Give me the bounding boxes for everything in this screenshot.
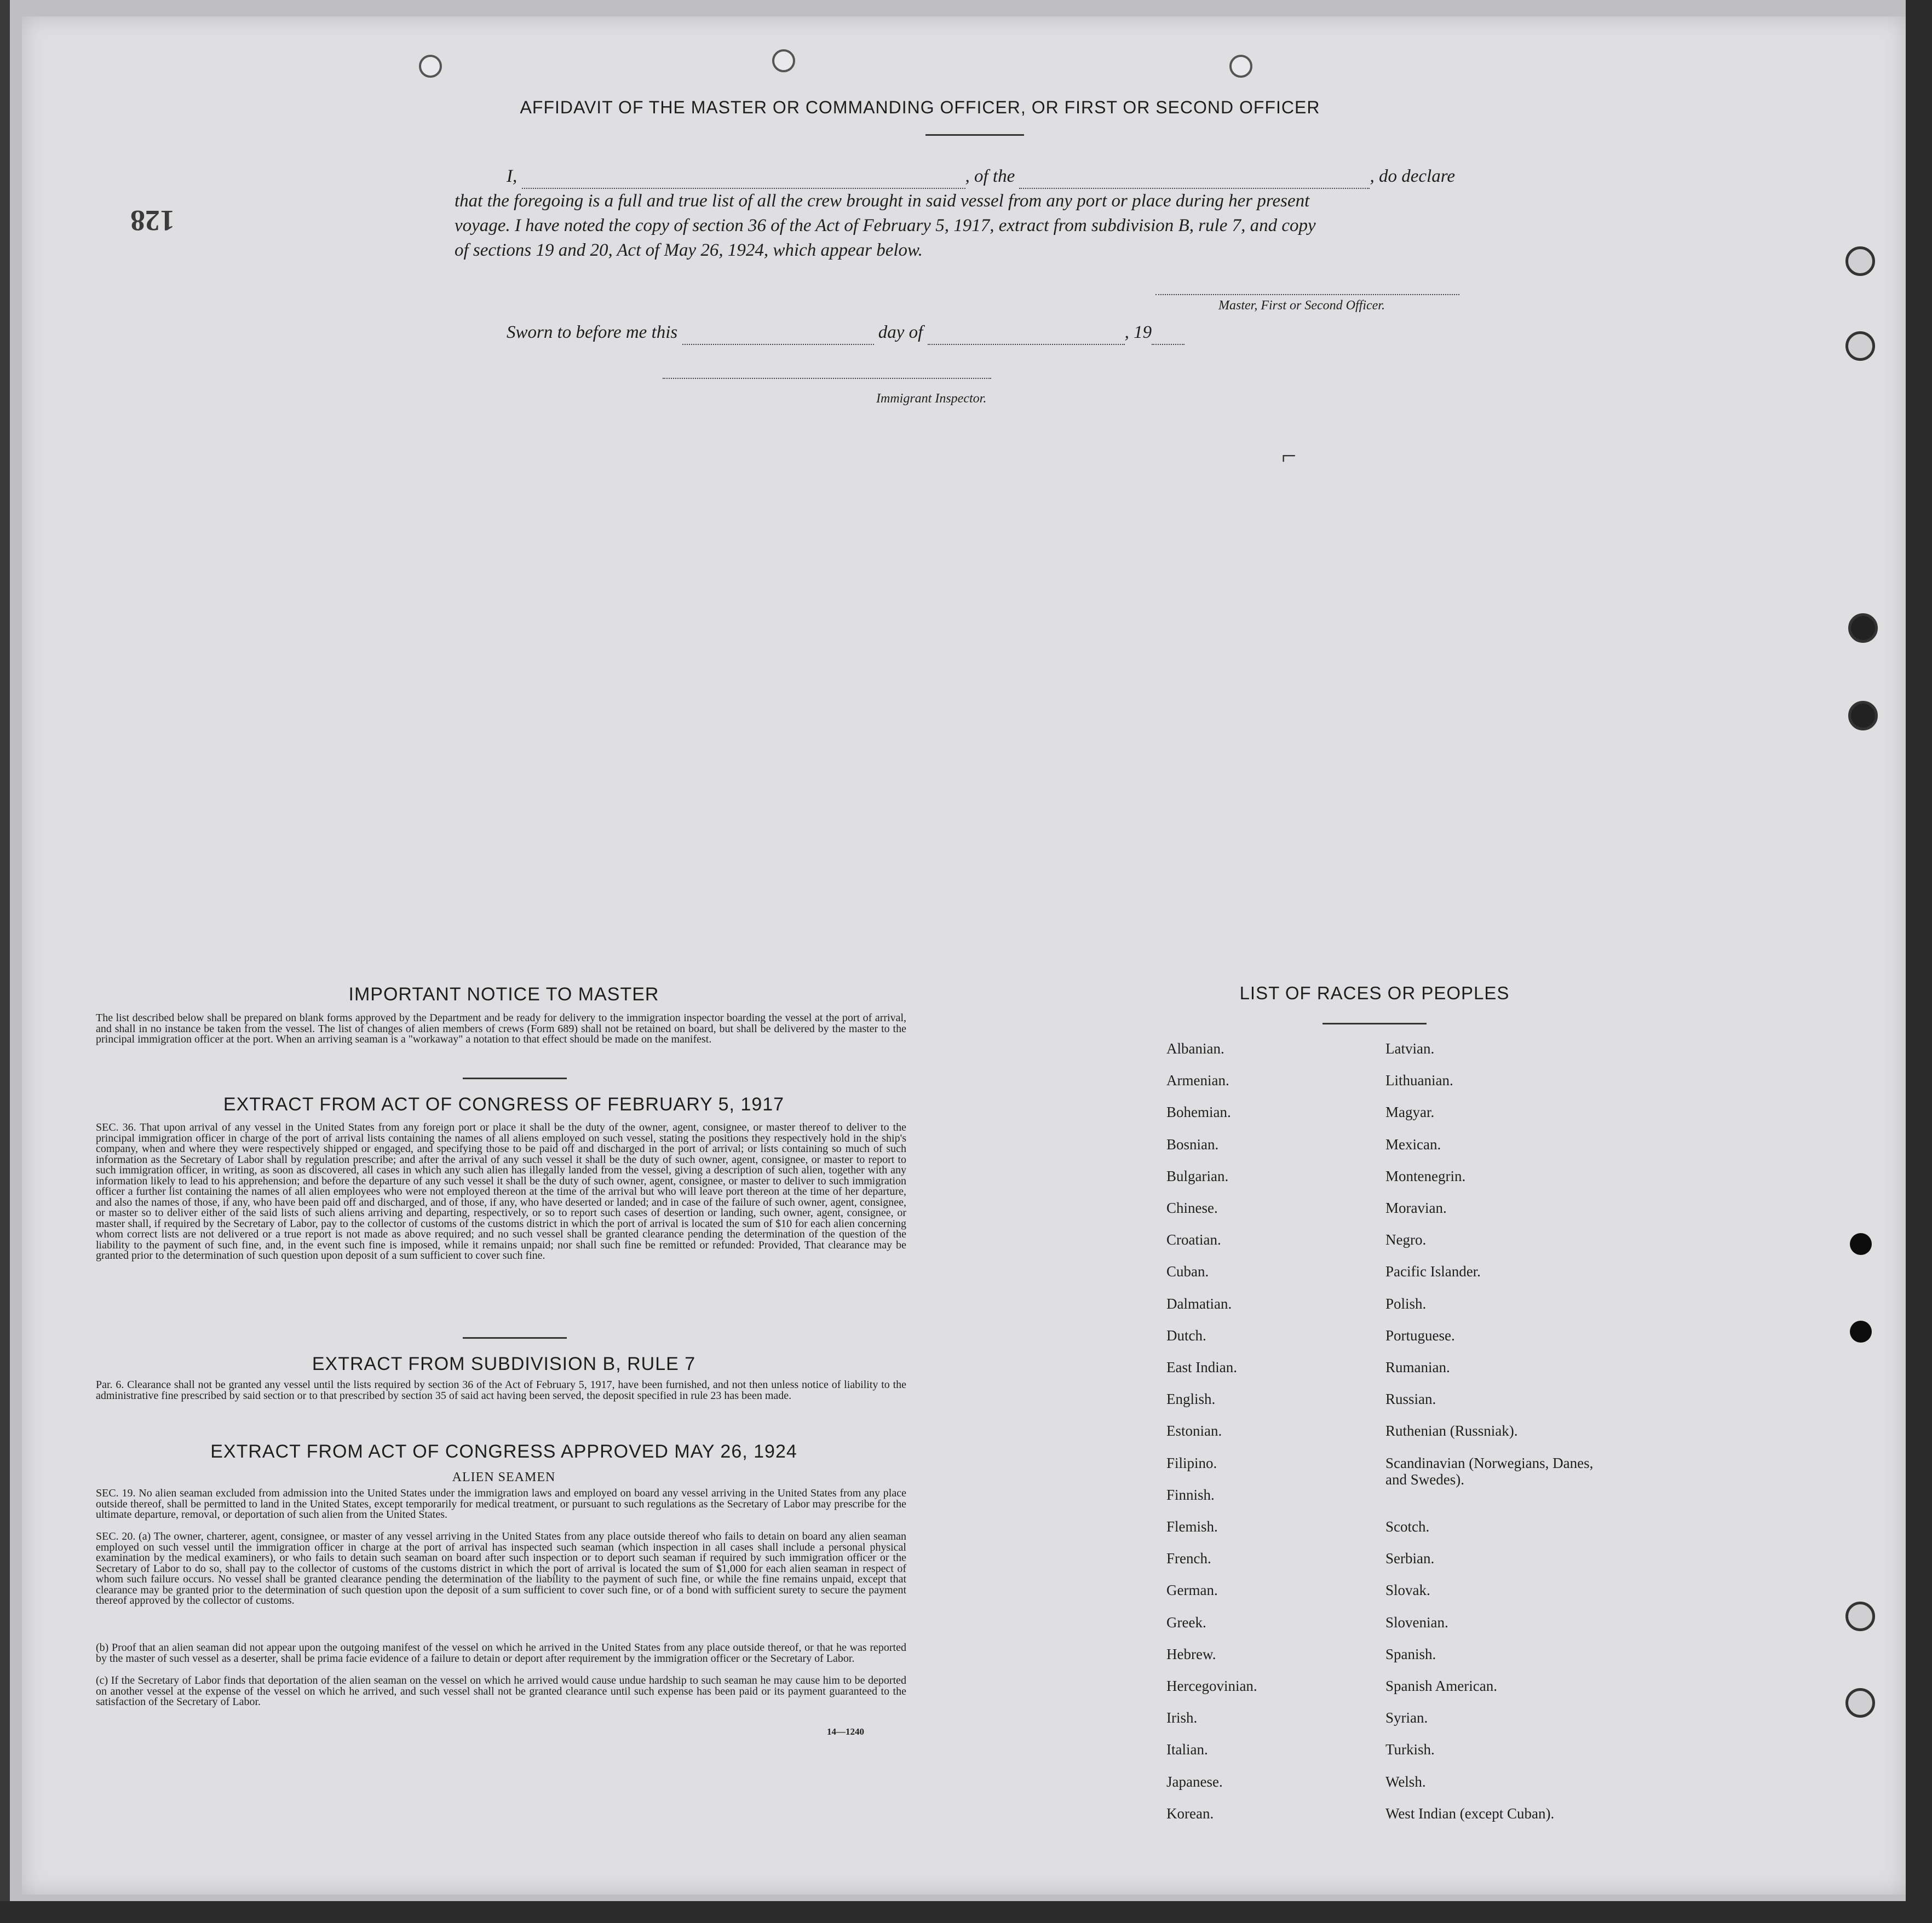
- race-item: Irish.: [1166, 1709, 1198, 1726]
- race-item: Welsh.: [1385, 1774, 1426, 1790]
- scan-left-edge: [0, 0, 10, 1923]
- sec20c-body: (c) If the Secretary of Labor finds that deportation of the alien seaman on the vessel on which he arrived would cause undue hardship to such seaman he may cause him to be deported on another vessel at the expense of the vessel on which he arrived, and such vessel shall not be granted clearance until such expense has been paid or its payment guaranteed to the satisfaction of the Secretary of Labor.: [96, 1674, 906, 1708]
- document-sheet: [22, 16, 1906, 1895]
- race-item: Dalmatian.: [1166, 1296, 1232, 1312]
- race-item: Chinese.: [1166, 1200, 1218, 1216]
- race-item: German.: [1166, 1582, 1218, 1598]
- declaration-i: I,: [507, 166, 518, 186]
- notice-body: The list described below shall be prepared on blank forms approved by the Department and be ready for delivery to the immigration inspector boarding the vessel at the port of arrival, and shall in no instance be taken from the vessel. The list of changes of alien members of crews (Form 689) shall not be retained on board, but shall be delivered by the master to the principal immigration officer at the port. When an arriving seaman is a "workaway" a notation to that effect should be made on the manifest.: [96, 1012, 906, 1045]
- race-item: Hercegovinian.: [1166, 1678, 1257, 1694]
- sworn-day-of: day of: [878, 323, 923, 342]
- race-item: English.: [1166, 1391, 1216, 1407]
- binder-hole-filled: [1850, 1321, 1872, 1343]
- declaration-line-3: voyage. I have noted the copy of section 36 of the Act of February 5, 1917, extract from subdivision B, rule 7, and copy: [455, 216, 1316, 235]
- races-title: LIST OF RACES OR PEOPLES: [1239, 983, 1510, 1003]
- punch-hole: [419, 55, 442, 78]
- race-item: Slovak.: [1385, 1582, 1430, 1598]
- rule7-body: Par. 6. Clearance shall not be granted any vessel until the lists required by section 36 of the Act of February 5, 1917, have been furnished, and not then unless notice of liability to the administrative fine prescribed by said section or to that prescribed by section 35 of said act having been served, the deposit specified in rule 23 has been made.: [96, 1379, 906, 1402]
- race-item: East Indian.: [1166, 1359, 1237, 1375]
- race-item: Ruthenian (Russniak).: [1385, 1423, 1518, 1439]
- race-item: Spanish American.: [1385, 1678, 1497, 1694]
- vessel-blank[interactable]: [1019, 172, 1370, 189]
- race-item: Bohemian.: [1166, 1104, 1231, 1120]
- section-divider: [463, 1337, 567, 1339]
- punch-hole: [1229, 55, 1252, 78]
- race-item: Cuban.: [1166, 1263, 1209, 1280]
- race-item: Dutch.: [1166, 1327, 1206, 1344]
- binder-hole: [1845, 1688, 1875, 1718]
- extract-1917-title: EXTRACT FROM ACT OF CONGRESS OF FEBRUARY 5, 1917: [223, 1094, 785, 1115]
- pen-mark: ⌐: [1281, 441, 1297, 470]
- race-item: Serbian.: [1385, 1550, 1435, 1567]
- declaration-line-4: of sections 19 and 20, Act of May 26, 1924, which appear below.: [455, 240, 923, 260]
- declaration-line-1: [507, 164, 1498, 189]
- alien-seamen-heading: ALIEN SEAMEN: [452, 1470, 556, 1484]
- master-signature-line[interactable]: [1155, 294, 1459, 295]
- race-item: Hebrew.: [1166, 1646, 1216, 1662]
- form-number: 14—1240: [827, 1726, 864, 1737]
- race-item: French.: [1166, 1550, 1211, 1567]
- race-item: Turkish.: [1385, 1741, 1435, 1758]
- name-blank[interactable]: [522, 172, 965, 189]
- race-item: Syrian.: [1385, 1709, 1428, 1726]
- binder-hole-filled: [1850, 1233, 1872, 1255]
- race-item: Flemish.: [1166, 1518, 1218, 1535]
- race-item: Magyar.: [1385, 1104, 1435, 1120]
- sworn-month-blank[interactable]: [928, 329, 1125, 345]
- sec20b-body: (b) Proof that an alien seaman did not appear upon the outgoing manifest of the vessel on which he arrived in the United States from any place outside thereof, or that he was reported by the master of such vessel as a deserter, shall be prima facie evidence of a failure to detain or deport after requirement by the immigration officer or the Secretary of Labor.: [96, 1642, 906, 1665]
- race-item: Scandinavian (Norwegians, Danes, and Swedes).: [1385, 1455, 1594, 1488]
- sworn-line: [507, 320, 1273, 345]
- sworn-start: Sworn to before me this: [507, 323, 678, 342]
- punch-hole: [772, 49, 795, 72]
- race-item: Latvian.: [1385, 1040, 1435, 1057]
- declaration-do-declare: , do declare: [1370, 166, 1455, 186]
- race-item: Montenegrin.: [1385, 1168, 1466, 1184]
- race-item: Japanese.: [1166, 1774, 1223, 1790]
- race-item: Albanian.: [1166, 1040, 1224, 1057]
- sec19-body: SEC. 19. No alien seaman excluded from admission into the United States under the immigration laws and employed on board any vessel arriving in the United States from any place outside thereof, shall be permitted to land in the United States, except temporarily for medical treatment, or pursuant to such regulations as the Secretary of Labor may prescribe for the ultimate departure, removal, or deportation of such alien from the United States.: [96, 1487, 906, 1521]
- race-item: Scotch.: [1385, 1518, 1430, 1535]
- sworn-year-blank[interactable]: [1152, 329, 1185, 345]
- race-item: Lithuanian.: [1385, 1072, 1453, 1089]
- race-item: Moravian.: [1385, 1200, 1447, 1216]
- declaration-line-2: that the foregoing is a full and true list of all the crew brought in said vessel from any port or place during her present: [455, 191, 1310, 211]
- scan-right-edge: [1906, 0, 1932, 1923]
- race-item: Slovenian.: [1385, 1614, 1448, 1631]
- race-item: Filipino.: [1166, 1455, 1217, 1471]
- notice-title: IMPORTANT NOTICE TO MASTER: [348, 984, 659, 1005]
- race-item: Bosnian.: [1166, 1136, 1219, 1153]
- extract-1924-title: EXTRACT FROM ACT OF CONGRESS APPROVED MAY 26, 1924: [210, 1441, 797, 1462]
- race-item: Bulgarian.: [1166, 1168, 1229, 1184]
- race-item: Mexican.: [1385, 1136, 1441, 1153]
- race-item: Negro.: [1385, 1231, 1427, 1248]
- race-item: Estonian.: [1166, 1423, 1222, 1439]
- race-item: Rumanian.: [1385, 1359, 1450, 1375]
- binder-hole: [1845, 246, 1875, 276]
- races-divider: [1323, 1023, 1427, 1024]
- race-item: Greek.: [1166, 1614, 1206, 1631]
- binder-hole: [1845, 331, 1875, 361]
- sworn-year-prefix: , 19: [1124, 323, 1152, 342]
- race-item: West Indian (except Cuban).: [1385, 1805, 1555, 1822]
- race-item: Italian.: [1166, 1741, 1208, 1758]
- title-divider: [925, 134, 1024, 136]
- sworn-day-blank[interactable]: [682, 329, 874, 345]
- race-item: Finnish.: [1166, 1487, 1215, 1503]
- inspector-signature-line[interactable]: [663, 378, 991, 379]
- section-divider: [463, 1078, 567, 1079]
- race-item: Korean.: [1166, 1805, 1214, 1822]
- declaration-of-the: , of the: [965, 166, 1015, 186]
- inspector-label: Immigrant Inspector.: [876, 391, 987, 406]
- affidavit-title: AFFIDAVIT OF THE MASTER OR COMMANDING OFFICER, OR FIRST OR SECOND OFFICER: [520, 97, 1320, 117]
- sec20a-body: SEC. 20. (a) The owner, charterer, agent, consignee, or master of any vessel arriving in the United States from any place outside thereof who fails to detain on board any alien seaman employed on such vessel until the immigration officer in charge at the port of arrival has inspected such seaman (which inspection in all cases shall include a personal physical examination by the medical examiners), or who fails to detain such seaman on board after such inspection or to deport such seaman if required by such immigration officer or the Secretary of Labor to do so, shall pay to the collector of customs of the customs district in which the port of arrival is located the sum of $1,000 for each alien seaman in respect of whom such failure occurs. No vessel shall be granted clearance pending the determination of the liability to the payment of such fine, or while the fine remains unpaid, except that clearance may be granted prior to the determination of such question upon the deposit of a sum sufficient to cover such fine, or of a bond with sufficient surety to secure the payment thereof approved by the collector of customs.: [96, 1530, 906, 1607]
- binder-hole: [1848, 701, 1878, 730]
- rule7-title: EXTRACT FROM SUBDIVISION B, RULE 7: [312, 1354, 696, 1374]
- race-item: Polish.: [1385, 1296, 1427, 1312]
- race-item: Spanish.: [1385, 1646, 1436, 1662]
- race-item: Croatian.: [1166, 1231, 1221, 1248]
- race-item: Pacific Islander.: [1385, 1263, 1481, 1280]
- race-item: Armenian.: [1166, 1072, 1229, 1089]
- scan-bottom-edge: [0, 1901, 1932, 1923]
- master-label: Master, First or Second Officer.: [1218, 298, 1385, 313]
- stamped-number: 128: [130, 204, 175, 237]
- binder-hole: [1848, 613, 1878, 643]
- extract-1917-body: SEC. 36. That upon arrival of any vessel in the United States from any foreign port or place it shall be the duty of the owner, agent, consignee, or master thereof to deliver to the principal immigration officer in charge of the port of arrival lists containing the names of all aliens employed on such vessel, stating the positions they respectively hold in the ship's company, when and where they were respectively shipped or engaged, and specifying those to be paid off and discharged in the port of arrival; or lists containing so much of such information as the Secretary of Labor shall by regulation prescribe; and after the arrival of any such vessel it shall be the duty of such owner, agent, consignee, or master to report to such immigration officer, in writing, as soon as discovered, all cases in which any such alien has illegally landed from the vessel, giving a description of such alien, together with any information likely to lead to his apprehension; and before the departure of any such vessel it shall be the duty of such owner, agent, consignee, or master to deliver to such immigration officer a further list containing the names of all alien employees who were not employed thereon at the time of the arrival but who will leave port thereon at the time of her departure, and also the names of those, if any, who have been paid off and discharged, and of those, if any, who have deserted or landed; and in case of the failure of such owner, agent, consignee, or master so to deliver either of the said lists of such aliens arriving and departing, respectively, or so to report such cases of desertion or landing, such owner, agent, consignee, or master shall, if required by the Secretary of Labor, pay to the collector of customs of the customs district in which the port of arrival is located the sum of $10 for each alien concerning whom correct lists are not delivered or a true report is not made as above required; and no such vessel shall be granted clearance pending the determination of the question of the liability to the payment of such fine, and, in the event such fine is imposed, while it remains unpaid; nor shall such fine be remitted or refunded: Provided, That clearance may be granted prior to the determination of such question upon deposit of a sum sufficient to cover such fine.: [96, 1121, 906, 1262]
- race-item: Portuguese.: [1385, 1327, 1455, 1344]
- race-item: Russian.: [1385, 1391, 1436, 1407]
- binder-hole: [1845, 1602, 1875, 1631]
